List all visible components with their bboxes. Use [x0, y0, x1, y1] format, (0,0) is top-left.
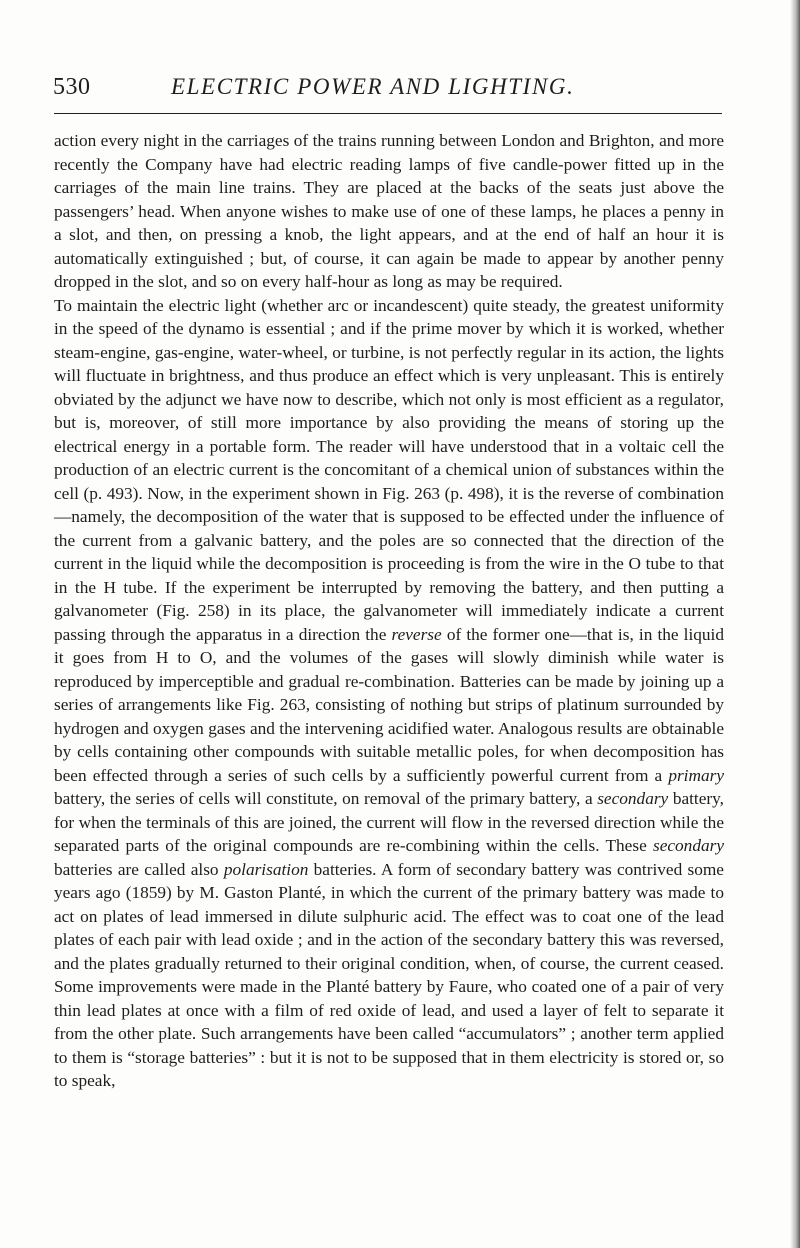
emphasis-reverse: reverse [391, 624, 442, 644]
emphasis-polarisation: polarisation [223, 859, 309, 879]
page-edge-shadow [790, 0, 800, 1248]
body-text [54, 129, 724, 1093]
emphasis-primary: primary [668, 765, 724, 785]
page-header [53, 66, 753, 106]
text-run: battery, the series of cells will constitute, on removal of the primary battery, a [54, 789, 598, 808]
paragraph-1: action every night in the carriages of the trains running between London and Brighton, and more recently the Company have had electric reading lamps of five candle-power fitted up in the carriages of the main line trains. They are placed at the backs of the seats just above the passengers’ head. When anyone wishes to make use of one of these lamps, he places a penny in a slot, and then, on pressing a knob, the light appears, and at the end of half an hour it is automatically extinguished ; but, of course, it can again be made to appear by another penny dropped in the slot, and so on every half-hour as long as may be required. [54, 131, 724, 291]
running-head: ELECTRIC POWER AND LIGHTING. [171, 74, 575, 99]
text-run: battery, for when the terminals of this are joined, the current will flow in the reversed direction while the separated parts of the original compounds are re-combining within the cells. These [54, 789, 724, 855]
text-run: of the former one—that is, in the liquid it goes from H to O, and the volumes of the gases will slowly diminish while water is reproduced by imperceptible and gradual re-combination. Batteries can be made by joining up a series of arrangements like Fig. 263, consisting of nothing but strips of platinum surrounded by hydrogen and oxygen gases and the intervening acidified water. Analogous results are obtainable by cells containing other compounds with suitable metallic poles, for when decomposition has been effected through a series of such cells by a sufficiently powerful current from a [54, 624, 724, 785]
header-rule [54, 113, 722, 114]
emphasis-secondary: secondary [597, 789, 669, 808]
page-number: 530 [53, 74, 91, 100]
text-run: To maintain the electric light (whether arc or incandescent) quite steady, the greatest uniformity in the speed of the dynamo is essential ; and if the prime mover by which it is worked, whether steam-engine, gas-engine, water-wheel, or turbine, is not perfectly regular in its action, the lights will fluctuate in brightness, and thus produce an effect which is very unpleasant. This is entirely obviated by the adjunct we have now to describe, which not only is most efficient as a regulator, but is, moreover, of still more importance by also providing the means of storing up the electrical energy in a portable form. The reader will have understood that in a voltaic cell the production of an electric current is the concomitant of a chemical union of substances within the cell (p. 493). Now, in the experiment shown in Fig. 263 (p. 498), it is the reverse of combination —namely, the decomposition of the water that is supposed to be effected under the influence of the current from a galvanic battery, and the poles are so connected that the direction of the current in the liquid while the decomposition is proceeding is from the wire in the O tube to that in the H tube. If the experiment be interrupted by removing the battery, and then putting a galvanometer (Fig. 258) in its place, the galvanometer will immediately indicate a current passing through the apparatus in a direction the [54, 295, 724, 644]
emphasis-secondary: secondary [652, 836, 724, 855]
paragraph-2 [54, 294, 724, 1093]
text-run: batteries. A form of secondary battery was contrived some years ago (1859) by M. Gaston Planté, in which the current of the primary battery was made to act on plates of lead immersed in dilute sulphuric acid. The effect was to coat one of the lead plates of each pair with lead oxide ; and in the action of the secondary battery this was reversed, and the plates gradually returned to their original condition, when, of course, the current ceased. Some improvements were made in the Planté battery by Faure, who coated one of a pair of very thin lead plates at once with a film of red oxide of lead, and used a layer of felt to separate it from the other plate. Such arrangements have been called “accumulators” ; another term applied to them is “storage batteries” : but it is not to be supposed that in them electricity is stored or, so to speak, [54, 859, 724, 1090]
text-run: batteries are called also [54, 859, 224, 879]
